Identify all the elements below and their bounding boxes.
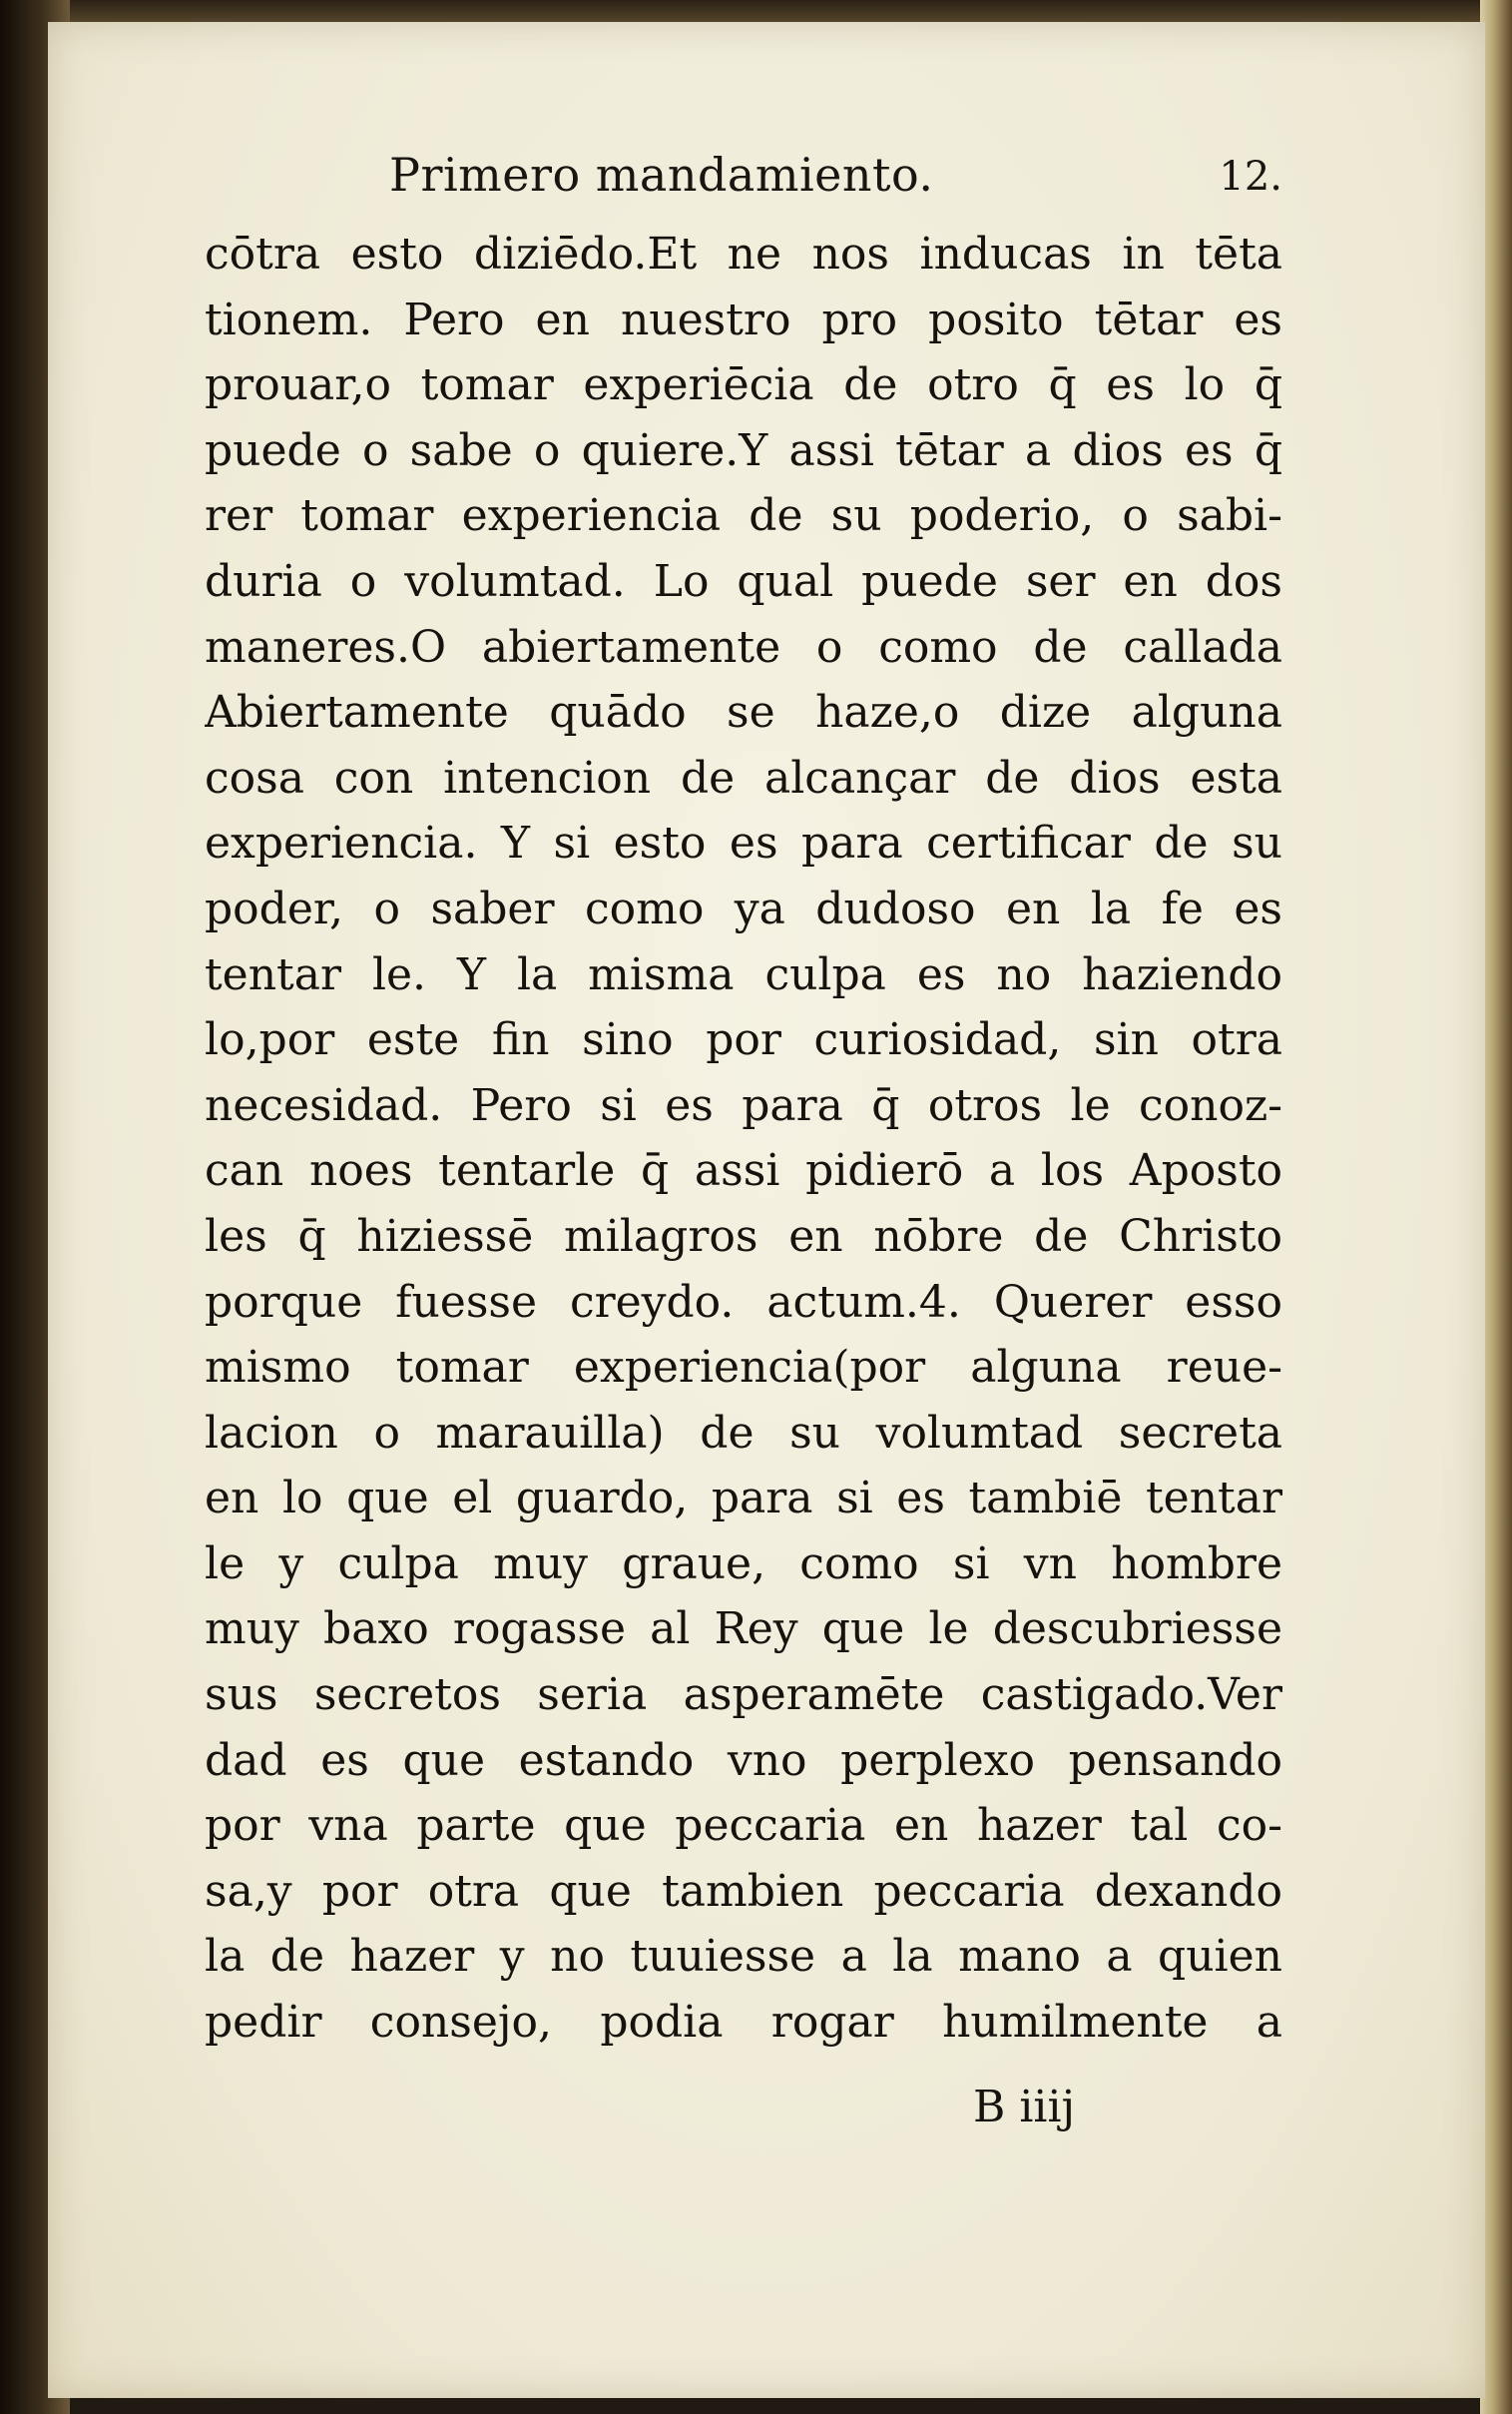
running-title: Primero mandamiento.	[389, 148, 934, 202]
text-line: tionem. Pero en nuestro pro posito tētar es	[205, 294, 1282, 345]
text-line: experiencia. Y si esto es para certificar de su	[205, 818, 1282, 870]
text-line: necesidad. Pero si es para q̄ otros le conoz-	[205, 1079, 1282, 1131]
text-line: dad es que estando vno perplexo pensando	[205, 1734, 1282, 1786]
signature-mark: B iiij	[973, 2082, 1076, 2132]
text-line: les q̄ hiziessē milagros en nōbre de Christo	[205, 1210, 1282, 1262]
text-line: porque fuesse creydo. actum.4. Querer esso	[205, 1276, 1282, 1328]
folio-number: 12.	[1219, 154, 1282, 200]
text-line: sa,y por otra que tambien peccaria dexando	[205, 1865, 1282, 1917]
text-line: cōtra esto diziēdo.Et ne nos inducas in tēta	[205, 229, 1282, 280]
text-line: pedir consejo, podia rogar humilmente a	[205, 1997, 1282, 2049]
text-line: can noes tentarle q̄ assi pidierō a los Aposto	[205, 1145, 1282, 1197]
text-line: mismo tomar experiencia(por alguna reue-	[205, 1342, 1282, 1394]
text-line: cosa con intencion de alcançar de dios esta	[205, 752, 1282, 804]
text-line: puede o sabe o quiere.Y assi tētar a dios es q̄	[205, 424, 1282, 476]
text-line: muy baxo rogasse al Rey que le descubriesse	[205, 1603, 1282, 1655]
text-line: poder, o saber como ya dudoso en la fe es	[205, 883, 1282, 934]
text-line: sus secretos seria asperamēte castigado.Ver	[205, 1669, 1282, 1721]
text-line: tentar le. Y la misma culpa es no haziendo	[205, 948, 1282, 1000]
text-line: maneres.O abiertamente o como de callada	[205, 621, 1282, 673]
text-line: prouar,o tomar experiēcia de otro q̄ es lo q̄	[205, 359, 1282, 411]
text-line: duria o volumtad. Lo qual puede ser en dos	[205, 555, 1282, 607]
text-line: la de hazer y no tuuiesse a la mano a quien	[205, 1931, 1282, 1983]
text-line: rer tomar experiencia de su poderio, o sabi-	[205, 490, 1282, 542]
text-line: por vna parte que peccaria en hazer tal co-	[205, 1800, 1282, 1852]
page-header	[200, 148, 1282, 222]
body-text	[205, 222, 1282, 2056]
text-line: lacion o marauilla) de su volumtad secreta	[205, 1407, 1282, 1459]
text-line: en lo que el guardo, para si es tambiē tentar	[205, 1473, 1282, 1524]
text-line: lo,por este fin sino por curiosidad, sin otra	[205, 1014, 1282, 1066]
text-line: Abiertamente quādo se haze,o dize alguna	[205, 687, 1282, 739]
text-line: le y culpa muy graue, como si vn hombre	[205, 1537, 1282, 1589]
